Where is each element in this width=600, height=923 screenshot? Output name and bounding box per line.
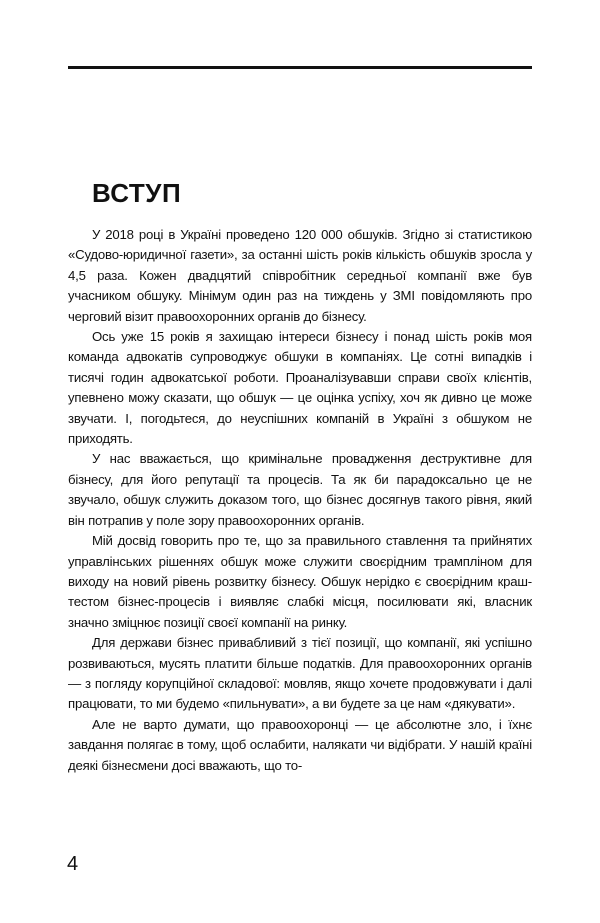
chapter-heading: ВСТУП [92,178,182,208]
page-number: 4 [67,853,79,875]
paragraph: Ось уже 15 років я захищаю інтереси бізнесу і понад шість років моя команда адвокатів супроводжує обшуки в компаніях. Це сотні випадків і тисячі годин адвокатської роботи. Проаналізувавши справи своїх клієнтів, упевнено можу сказати, що обшук — це оцінка успіху, хоч як дивно це може звучати. І, погодьтеся, до неуспішних компаній в Україні з обшуком не приходять. [68,329,532,447]
top-rule [68,66,532,69]
paragraph: У 2018 році в Україні проведено 120 000 обшуків. Згідно зі статистикою «Судово-юридичної газети», за останні шість років кількість обшуків зросла у 4,5 раза. Кожен двадцятий співробітник середньої компанії вже був учасником обшуку. Мінімум один раз на тиждень у ЗМІ повідомляють про черговий візит правоохоронних органів до бізнесу. [68,227,532,324]
paragraph: Для держави бізнес привабливий з тієї позиції, що компанії, які успішно розвиваються, мусять платити більше податків. Для правоохоронних органів — з погляду корупційної складової: мовляв, якщо хочете продовжувати і далі працювати, то ми будемо «пильнувати», а ви будете за це нам «дякувати». [68,635,532,712]
paragraph: Мій досвід говорить про те, що за правильного ставлення та прийнятих управлінських рішеннях обшук може служити своєрідним трампліном для виходу на новий рівень розвитку бізнесу. Обшук нерідко є своєрідним краш-тестом бізнес-процесів і виявляє слабкі місця, посилювати які, власник значно зміцнює позиції своєї компанії на ринку. [68,533,532,630]
body-text [68,225,532,776]
paragraph: Але не варто думати, що правоохоронці — це абсолютне зло, і їхнє завдання полягає в тому, щоб ослабити, налякати чи відібрати. У нашій країні деякі бізнесмени досі вважають, що то- [68,716,532,773]
paragraph: У нас вважається, що кримінальне провадження деструктивне для бізнесу, для його репутації та процесів. Та як би парадоксально це не звучало, обшук служить доказом того, що бізнес досягнув такого рівня, який він потрапив у поле зору правоохоронних органів. [68,451,532,528]
